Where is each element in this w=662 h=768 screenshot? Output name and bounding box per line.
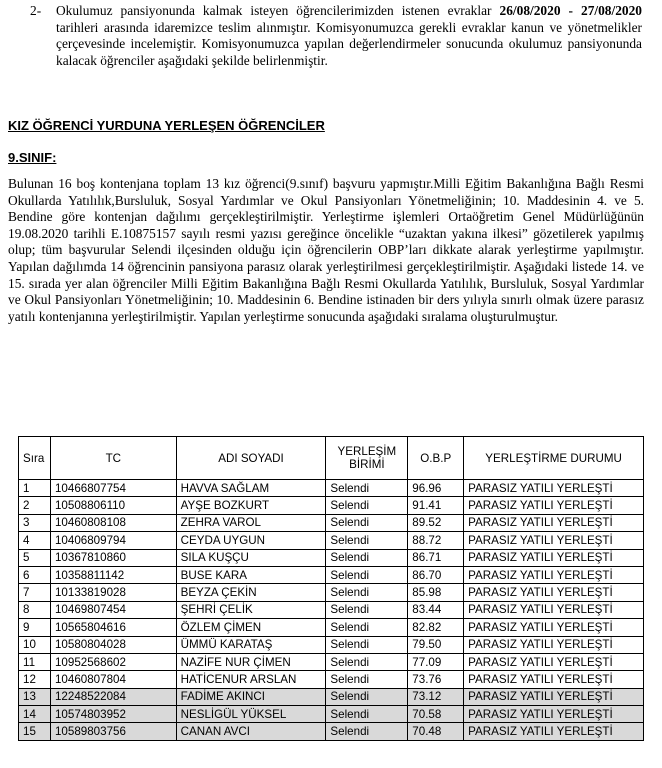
cell-location: Selendi <box>326 688 408 705</box>
cell-tc: 10460807804 <box>50 671 176 688</box>
cell-location: Selendi <box>326 706 408 723</box>
cell-obp: 86.70 <box>408 566 464 583</box>
cell-obp: 89.52 <box>408 514 464 531</box>
section-heading: KIZ ÖĞRENCİ YURDUNA YERLEŞEN ÖĞRENCİLER <box>8 118 325 133</box>
item-number: 2- <box>30 3 42 18</box>
cell-name: ŞEHRİ ÇELİK <box>176 601 326 618</box>
cell-status: PARASIZ YATILI YERLEŞTİ <box>464 688 644 705</box>
cell-name: AYŞE BOZKURT <box>176 497 326 514</box>
cell-status: PARASIZ YATILI YERLEŞTİ <box>464 532 644 549</box>
cell-obp: 77.09 <box>408 653 464 670</box>
table-row <box>19 497 644 514</box>
item-2-text-b: tarihleri arasında idaremizce teslim alınmıştır. Komisyonumuzca gerekli evraklar kanun ve yönetmelikler çerçevesinde incelemiştir. Komisyonumuzca yapılan değerlendirmeler sonucunda okulumuz pansiyonunda kalacak öğrenciler aşağıdaki şekilde belirlenmiştir. <box>56 19 642 68</box>
cell-obp: 88.72 <box>408 532 464 549</box>
cell-location: Selendi <box>326 514 408 531</box>
cell-status: PARASIZ YATILI YERLEŞTİ <box>464 566 644 583</box>
cell-location: Selendi <box>326 619 408 636</box>
cell-obp: 70.48 <box>408 723 464 740</box>
cell-location: Selendi <box>326 653 408 670</box>
cell-tc: 12248522084 <box>50 688 176 705</box>
cell-sira: 12 <box>19 671 51 688</box>
table-row <box>19 601 644 618</box>
table-row <box>19 584 644 601</box>
cell-status: PARASIZ YATILI YERLEŞTİ <box>464 549 644 566</box>
cell-obp: 70.58 <box>408 706 464 723</box>
cell-name: BEYZA ÇEKİN <box>176 584 326 601</box>
cell-tc: 10952568602 <box>50 653 176 670</box>
header-tc: TC <box>50 437 176 480</box>
cell-sira: 2 <box>19 497 51 514</box>
submission-date-range: 26/08/2020 - 27/08/2020 <box>499 3 642 18</box>
cell-name: HAVVA SAĞLAM <box>176 480 326 497</box>
cell-location: Selendi <box>326 532 408 549</box>
header-location: YERLEŞİM BİRİMİ <box>326 437 408 480</box>
cell-sira: 3 <box>19 514 51 531</box>
cell-tc: 10580804028 <box>50 636 176 653</box>
cell-tc: 10574803952 <box>50 706 176 723</box>
cell-status: PARASIZ YATILI YERLEŞTİ <box>464 671 644 688</box>
cell-tc: 10133819028 <box>50 584 176 601</box>
cell-location: Selendi <box>326 671 408 688</box>
header-sira: Sıra <box>19 437 51 480</box>
cell-location: Selendi <box>326 723 408 740</box>
cell-tc: 10406809794 <box>50 532 176 549</box>
table-row <box>19 636 644 653</box>
cell-tc: 10367810860 <box>50 549 176 566</box>
cell-name: CEYDA UYGUN <box>176 532 326 549</box>
cell-location: Selendi <box>326 480 408 497</box>
cell-sira: 4 <box>19 532 51 549</box>
cell-status: PARASIZ YATILI YERLEŞTİ <box>464 480 644 497</box>
table-row <box>19 514 644 531</box>
cell-sira: 10 <box>19 636 51 653</box>
table-row <box>19 706 644 723</box>
cell-tc: 10508806110 <box>50 497 176 514</box>
cell-name: HATİCENUR ARSLAN <box>176 671 326 688</box>
cell-sira: 1 <box>19 480 51 497</box>
cell-name: CANAN AVCI <box>176 723 326 740</box>
cell-status: PARASIZ YATILI YERLEŞTİ <box>464 636 644 653</box>
item-2-text-a: Okulumuz pansiyonunda kalmak isteyen öğrencilerimizden istenen evraklar <box>56 3 500 18</box>
table-row <box>19 653 644 670</box>
table-row <box>19 619 644 636</box>
item-2-text <box>56 3 642 69</box>
header-obp: O.B.P <box>408 437 464 480</box>
cell-tc: 10460808108 <box>50 514 176 531</box>
cell-obp: 73.76 <box>408 671 464 688</box>
cell-sira: 8 <box>19 601 51 618</box>
cell-sira: 11 <box>19 653 51 670</box>
cell-location: Selendi <box>326 566 408 583</box>
cell-name: ÜMMÜ KARATAŞ <box>176 636 326 653</box>
cell-tc: 10469807454 <box>50 601 176 618</box>
cell-status: PARASIZ YATILI YERLEŞTİ <box>464 653 644 670</box>
cell-name: NAZİFE NUR ÇİMEN <box>176 653 326 670</box>
cell-obp: 96.96 <box>408 480 464 497</box>
table-header-row <box>19 437 644 480</box>
cell-name: SILA KUŞÇU <box>176 549 326 566</box>
cell-location: Selendi <box>326 497 408 514</box>
header-status: YERLEŞTİRME DURUMU <box>464 437 644 480</box>
cell-status: PARASIZ YATILI YERLEŞTİ <box>464 514 644 531</box>
cell-tc: 10466807754 <box>50 480 176 497</box>
cell-location: Selendi <box>326 636 408 653</box>
numbered-item-2 <box>30 3 642 69</box>
table-row <box>19 671 644 688</box>
table-row <box>19 566 644 583</box>
cell-sira: 15 <box>19 723 51 740</box>
cell-status: PARASIZ YATILI YERLEŞTİ <box>464 723 644 740</box>
cell-obp: 73.12 <box>408 688 464 705</box>
cell-status: PARASIZ YATILI YERLEŞTİ <box>464 601 644 618</box>
cell-obp: 85.98 <box>408 584 464 601</box>
placement-paragraph: Bulunan 16 boş kontenjana toplam 13 kız öğrenci(9.sınıf) başvuru yapmıştır.Milli Eğitim Bakanlığına Bağlı Resmi Okullarda Yatılılık,Bursluluk, Sosyal Yardımlar ve Okul Pansiyonları Yönetmeliğinin; 10. Maddesinin 4. ve 5. Bendine göre kontenjan dağılımı gerçekleştirilmiştir. Yerleştirme işlemleri Ortaöğretim Genel Müdürlüğünün 19.08.2020 tarihli E.10875157 sayılı resmi yazısı gereğince öncelikle “uzaktan yakına ilkesi” gözetilerek yapılmış olup; tüm başvurular Selendi ilçesinden olduğu için öğrencilerin OBP’ları dikkate alarak yerleştirme yapılmıştır. Yapılan dağılımda 14 öğrencinin pansiyona parasız olarak yerleştirilmesi gerçekleştirilmiştir. Aşağıdaki listede 14. ve 15. sırada yer alan öğrenciler Milli Eğitim Bakanlığına Bağlı Resmi Okullarda Yatılılık, Bursluluk, Sosyal Yardımlar ve Okul Pansiyonları Yönetmeliğinin; 10. Maddesinin 6. Bendine istinaden bir ders yılıyla sınırlı olmak üzere parasız yatılı kontenjanına yerleştirilmiştir. Yapılan yerleştirme sonucunda aşağıdaki sıralama oluşturulmuştur. <box>8 176 644 324</box>
cell-location: Selendi <box>326 549 408 566</box>
cell-obp: 79.50 <box>408 636 464 653</box>
cell-sira: 13 <box>19 688 51 705</box>
table-row <box>19 549 644 566</box>
cell-sira: 6 <box>19 566 51 583</box>
cell-status: PARASIZ YATILI YERLEŞTİ <box>464 619 644 636</box>
cell-location: Selendi <box>326 584 408 601</box>
cell-obp: 86.71 <box>408 549 464 566</box>
cell-status: PARASIZ YATILI YERLEŞTİ <box>464 584 644 601</box>
cell-obp: 83.44 <box>408 601 464 618</box>
placement-table <box>18 436 644 741</box>
cell-sira: 5 <box>19 549 51 566</box>
cell-tc: 10589803756 <box>50 723 176 740</box>
cell-name: FADİME AKINCI <box>176 688 326 705</box>
table-row <box>19 532 644 549</box>
header-name: ADI SOYADI <box>176 437 326 480</box>
cell-name: NESLİGÜL YÜKSEL <box>176 706 326 723</box>
table-row <box>19 723 644 740</box>
cell-obp: 91.41 <box>408 497 464 514</box>
cell-sira: 14 <box>19 706 51 723</box>
cell-obp: 82.82 <box>408 619 464 636</box>
cell-status: PARASIZ YATILI YERLEŞTİ <box>464 497 644 514</box>
cell-sira: 7 <box>19 584 51 601</box>
cell-name: ZEHRA VAROL <box>176 514 326 531</box>
class-subheading: 9.SINIF: <box>8 150 57 165</box>
cell-status: PARASIZ YATILI YERLEŞTİ <box>464 706 644 723</box>
cell-name: ÖZLEM ÇİMEN <box>176 619 326 636</box>
cell-sira: 9 <box>19 619 51 636</box>
cell-location: Selendi <box>326 601 408 618</box>
cell-name: BUSE KARA <box>176 566 326 583</box>
table-row <box>19 688 644 705</box>
table-row <box>19 480 644 497</box>
cell-tc: 10565804616 <box>50 619 176 636</box>
cell-tc: 10358811142 <box>50 566 176 583</box>
